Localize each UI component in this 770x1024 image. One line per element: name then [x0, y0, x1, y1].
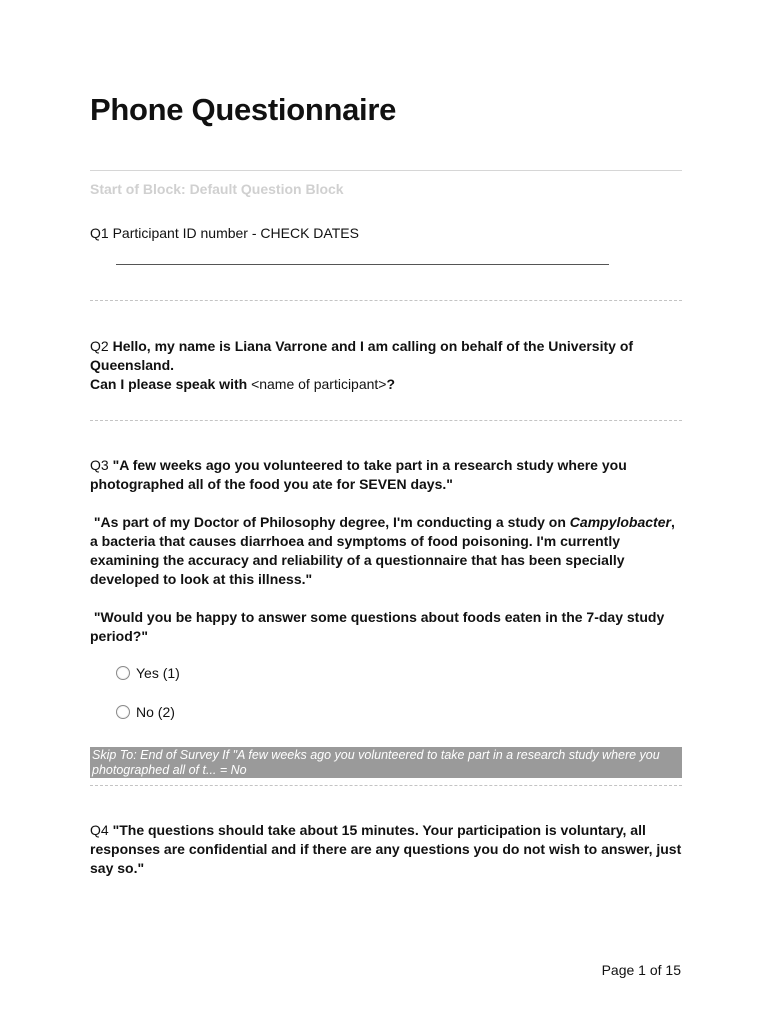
question-text: "A few weeks ago you volunteered to take part in a research study where you — [112, 457, 627, 473]
radio-button[interactable] — [116, 705, 130, 719]
question-text: "The questions should take about 15 minutes. Your participation is voluntary, all — [112, 822, 646, 838]
choice-yes[interactable] — [116, 665, 180, 681]
question-text: Can I please speak with — [90, 376, 248, 392]
question-line — [90, 859, 682, 878]
question-line — [90, 840, 682, 859]
question-text: examining the accuracy and reliability of a questionnaire that has been specially — [90, 552, 625, 568]
choice-label: Yes (1) — [136, 665, 180, 681]
question-text: period?" — [90, 628, 148, 644]
question-line — [90, 608, 682, 627]
question-text: "Would you be happy to answer some questions about foods eaten in the 7-day study — [93, 609, 665, 625]
block-start-label: Start of Block: Default Question Block — [90, 181, 344, 197]
choice-label: No (2) — [136, 704, 175, 720]
question-line — [90, 627, 682, 646]
radio-button[interactable] — [116, 666, 130, 680]
question-text: "As part of my Doctor of Philosophy degree, I'm conducting a study on — [93, 514, 566, 530]
question-number: Q2 — [90, 338, 109, 354]
skip-logic-banner — [90, 747, 682, 778]
question-line — [90, 532, 682, 551]
page-indicator: Page 1 of 15 — [601, 962, 681, 978]
question-line — [90, 551, 682, 570]
question-line — [90, 456, 682, 475]
question-line — [90, 356, 682, 375]
question-text: Queensland. — [90, 357, 175, 373]
skip-logic-text: Skip To: End of Survey If "A few weeks ago you volunteered to take part in a research study where you — [92, 748, 660, 762]
question-number: Q1 — [90, 225, 109, 241]
title-divider — [90, 170, 682, 171]
question-line — [90, 475, 682, 494]
participant-id-answer-line[interactable] — [116, 264, 609, 265]
question-text: responses are confidential and if there are any questions you do not wish to answer, just — [90, 841, 682, 857]
question-text: Participant ID number - CHECK DATES — [112, 225, 359, 241]
question-q2 — [90, 337, 682, 394]
question-text: a bacteria that causes diarrhoea and symptoms of food poisoning. I'm currently — [90, 533, 620, 549]
question-text: Hello, my name is Liana Varrone and I am calling on behalf of the University of — [112, 338, 634, 354]
organism-name: Campylobacter — [569, 514, 671, 530]
question-separator — [90, 300, 682, 301]
question-q1 — [90, 224, 682, 243]
question-text: , — [670, 514, 675, 530]
question-number: Q3 — [90, 457, 109, 473]
choice-no[interactable] — [116, 704, 175, 720]
question-line — [90, 570, 682, 589]
question-line — [90, 337, 682, 356]
question-line — [90, 821, 682, 840]
question-text: ? — [386, 376, 396, 392]
skip-logic-text: photographed all of t... = No — [92, 763, 247, 777]
question-separator — [90, 420, 682, 421]
question-separator — [90, 785, 682, 786]
participant-name-placeholder: <name of participant> — [251, 376, 387, 392]
question-line — [90, 375, 682, 394]
question-text: photographed all of the food you ate for SEVEN days." — [90, 476, 453, 492]
question-text: developed to look at this illness." — [90, 571, 313, 587]
question-line — [90, 513, 682, 532]
question-number: Q4 — [90, 822, 109, 838]
question-q4 — [90, 821, 682, 878]
question-q3 — [90, 456, 682, 646]
question-text: say so." — [90, 860, 145, 876]
page-title: Phone Questionnaire — [90, 92, 397, 127]
